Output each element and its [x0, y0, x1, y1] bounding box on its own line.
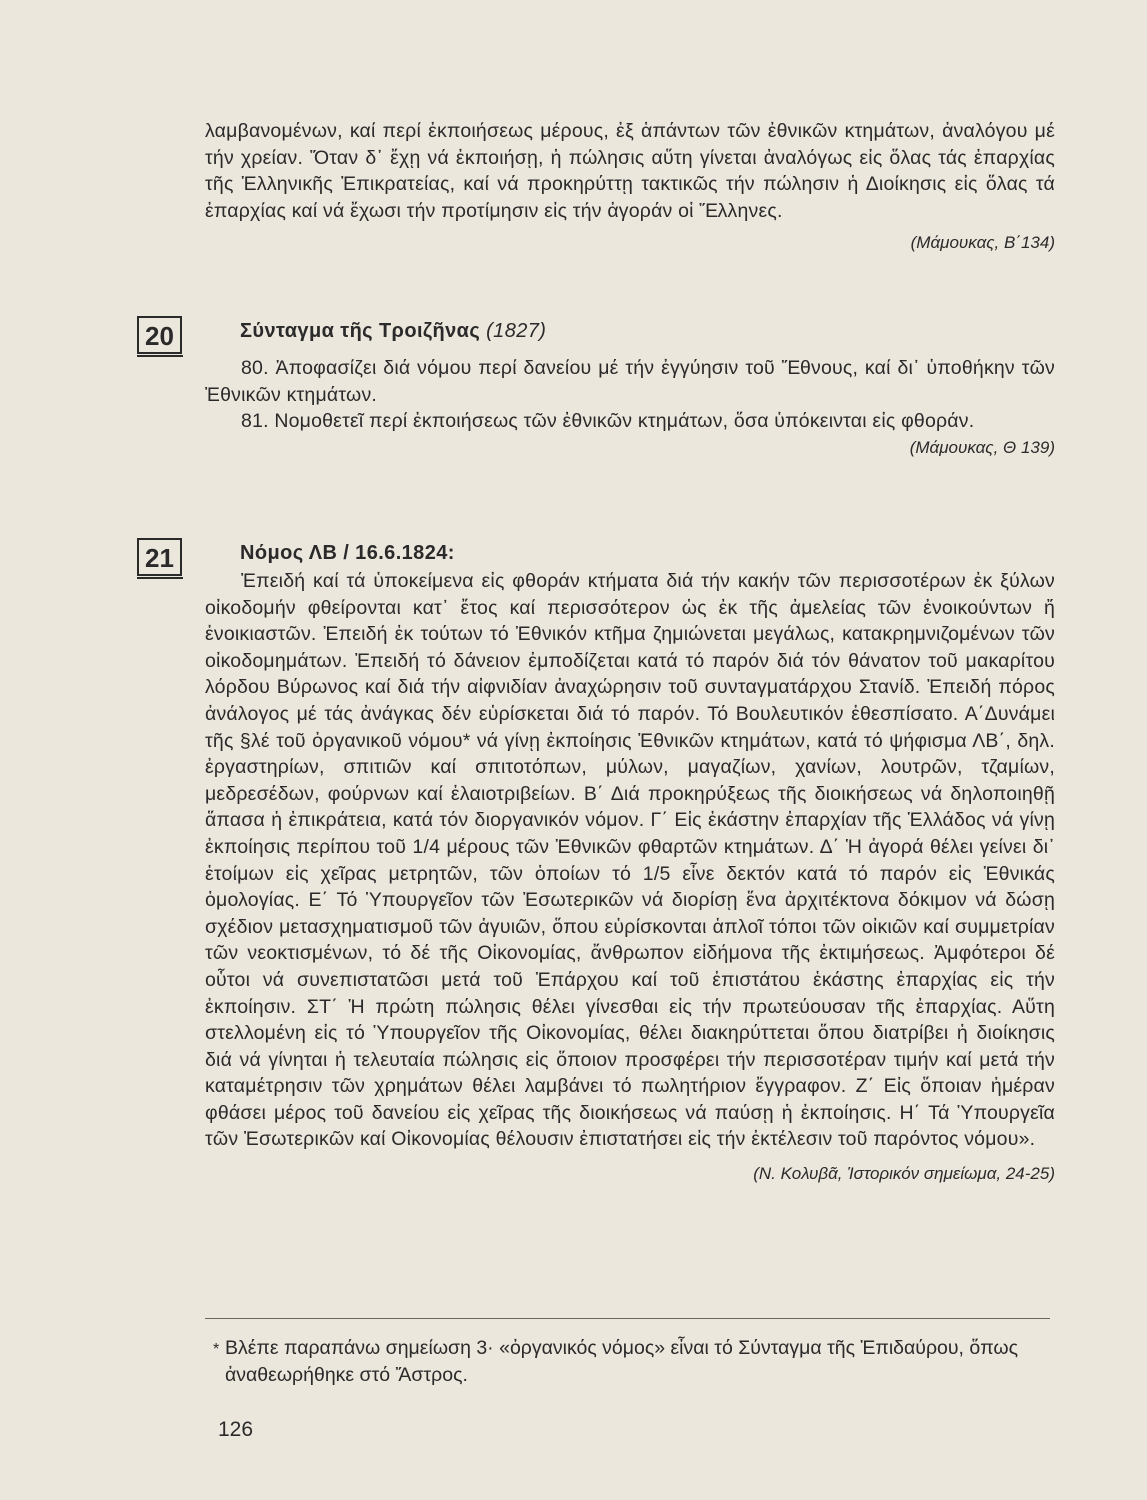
section-20-citation: (Μάμουκας, Θ 139)	[909, 437, 1055, 457]
footnote-divider	[205, 1318, 1050, 1319]
section-20-article-81: 81. Νομοθετεῖ περί ἐκποιήσεως τῶν ἐθνικῶν κτημάτων, ὅσα ὑπόκεινται εἰς φθοράν.	[241, 410, 975, 433]
section-21-text: Ἐπειδή καί τά ὑποκείμενα εἰς φθοράν κτήματα διά τήν κακήν τῶν περισσοτέρων ἐκ ξύλων οἰκοδομήν φθείρονται κατ᾽ ἔτος καί περισσότερον ὡς ἐκ τῆς ἀμελείας τῶν ἐνοικούντων ἤ ἐνοικιαστῶν. Ἐπειδή ἐκ τούτων τό Ἐθνικόν κτῆμα ζημιώνεται μεγάλως, κατακρημνιζομένων τῶν οἰκοδομημάτων. Ἐπειδή τό δάνειον ἐμποδίζεται κατά τό παρόν διά τόν θάνατον τοῦ μακαρίτου λόρδου Βύρωνος καί διά τήν αἰφνιδίαν ἀναχώρησιν τοῦ συνταγματάρχου Στανίδ. Ἐπειδή πόρος ἀνάλογος μέ τάς ἀνάγκας δέν εὑρίσκεται διά τό παρόν. Τό Βουλευτικόν ἐθεσπίσατο. Α΄Δυνάμει τῆς §λέ τοῦ ὀργανικοῦ νόμου* νά γίνῃ ἐκποίησις Ἐθνικῶν κτημάτων, κατά τό ψήφισμα ΛΒ΄, δηλ. ἐργαστηρίων, σπιτιῶν καί σπιτοτόπων, μύλων, μαγαζίων, χανίων, λουτρῶν, τζαμίων, μεδρεσέδων, φούρνων καί ἐλαιοτριβείων. Β΄ Διά προκηρύξεως τῆς διοικήσεως νά δηλοποιηθῇ ἅπασα ἡ ἐπικράτεια, κατά τόν διοργανικόν νόμον. Γ΄ Εἰς ἑκάστην ἐπαρχίαν τῆς Ἑλλάδος νά γίνῃ ἐκποίησις περίπου τοῦ 1/4 μέρους τῶν Ἐθνικῶν φθαρτῶν κτημάτων. Δ΄ Ἡ ἀγορά θέλει γείνει δι᾽ ἑτοίμων εἰς χεῖρας μετρητῶν, τῶν ὁποίων τό 1/5 εἶνε δεκτόν κατά τό παρόν εἰς Ἐθνικάς ὁμολογίας. Ε΄ Τό Ὑπουργεῖον τῶν Ἐσωτερικῶν νά διορίσῃ ἕνα ἀρχιτέκτονα δόκιμον νά δώσῃ σχέδιον μετασχηματισμοῦ τῶν ἀγυιῶν, ὅπου εὑρίσκονται ἁπλοῖ τόποι τῶν οἰκιῶν καί συμμετρίαν τῶν νεοκτισμένων, τό δέ τῆς Οἰκονομίας, ἄνθρωπον εἰδήμονα τῆς ἐκτιμήσεως. Ἀμφότεροι δέ οὗτοι νά συνεπιστατῶσι μετά τοῦ Ἐπάρχου καί τοῦ ἐπιστάτου ἑκάστης ἐπαρχίας εἰς τήν ἐκποίησιν. ΣΤ΄ Ἡ πρώτη πώλησις θέλει γίνεσθαι εἰς τήν πρωτεύουσαν τῆς ἐπαρχίας. Αὕτη στελλομένη εἰς τό Ὑπουργεῖον τῆς Οἰκονομίας, θέλει διακηρύττεται ὅπου διατρίβει ἡ διοίκησις διά νά γίνηται ἡ τελευταία πώλησις εἰς ὅποιον προσφέρει τήν περισσοτέραν τιμήν καί μετά τήν καταμέτρησιν τῶν χρημάτων θέλει λαμβάνει τό πωλητήριον ἔγγραφον. Ζ΄ Εἰς ὅποιαν ἡμέραν φθάσει μέρος τοῦ δανείου εἰς χεῖρας τῆς διοικήσεως νά παύσῃ ἡ ἐκποίησις. Η΄ Τά Ὑπουργεῖα τῶν Ἐσωτερικῶν καί Οἰκονομίας θέλουσιν ἐπιστατήσει εἰς τήν ἐκτέλεσιν τοῦ παρόντος νόμου».	[205, 570, 1055, 1151]
top-passage-text: λαμβανομένων, καί περί ἐκποιήσεως μέρους, ἐξ ἁπάντων τῶν ἐθνικῶν κτημάτων, ἀναλόγου μέ τήν χρείαν. Ὅταν δ᾽ ἔχῃ νά ἐκποιήσῃ, ἡ πώλησις αὕτη γίνεται ἀναλόγως εἰς ὅλας τάς ἐπαρχίας τῆς Ἑλληνικῆς Ἐπικρατείας, καί νά προκηρύττῃ τακτικῶς τήν πώλησιν ἡ Διοίκησις εἰς ὅλας τά ἐπαρχίας καί νά ἔχωσι τήν προτίμησιν εἰς τήν ἀγοράν οἱ Ἕλληνες.	[205, 120, 1055, 222]
section-20-heading	[240, 320, 546, 343]
footnote-mark: *	[213, 1341, 220, 1358]
section-20-number-box: 20	[137, 316, 182, 354]
section-21-citation: (Ν. Κολυβᾶ, Ἱστορικόν σημείωμα, 24-25)	[753, 1164, 1055, 1184]
section-20-body	[205, 355, 1055, 459]
top-passage-citation: (Μάμουκας, Β΄134)	[910, 233, 1055, 253]
section-21-number-box: 21	[137, 538, 182, 576]
page-number: 126	[218, 1418, 254, 1441]
footnote-text: Βλέπε παραπάνω σημείωση 3· «ὀργανικός νόμος» εἶναι τό Σύνταγμα τῆς Ἐπιδαύρου, ὅπως ἀναθεωρήθηκε στό Ἄστρος.	[225, 1337, 1019, 1386]
section-20-title: Σύνταγμα τῆς Τροιζῆνας	[240, 320, 481, 342]
section-20-article-80: 80. Ἀποφασίζει διά νόμου περί δανείου μέ τήν ἐγγύησιν τοῦ Ἔθνους, καί δι᾽ ὑποθήκην τῶν Ἐθνικῶν κτημάτων.	[205, 357, 1055, 406]
section-21-body	[205, 568, 1055, 1185]
top-passage	[205, 118, 1055, 254]
section-21-title: Νόμος ΛΒ / 16.6.1824:	[240, 542, 455, 564]
section-20-year: (1827)	[486, 320, 547, 342]
footnote	[213, 1335, 1055, 1388]
